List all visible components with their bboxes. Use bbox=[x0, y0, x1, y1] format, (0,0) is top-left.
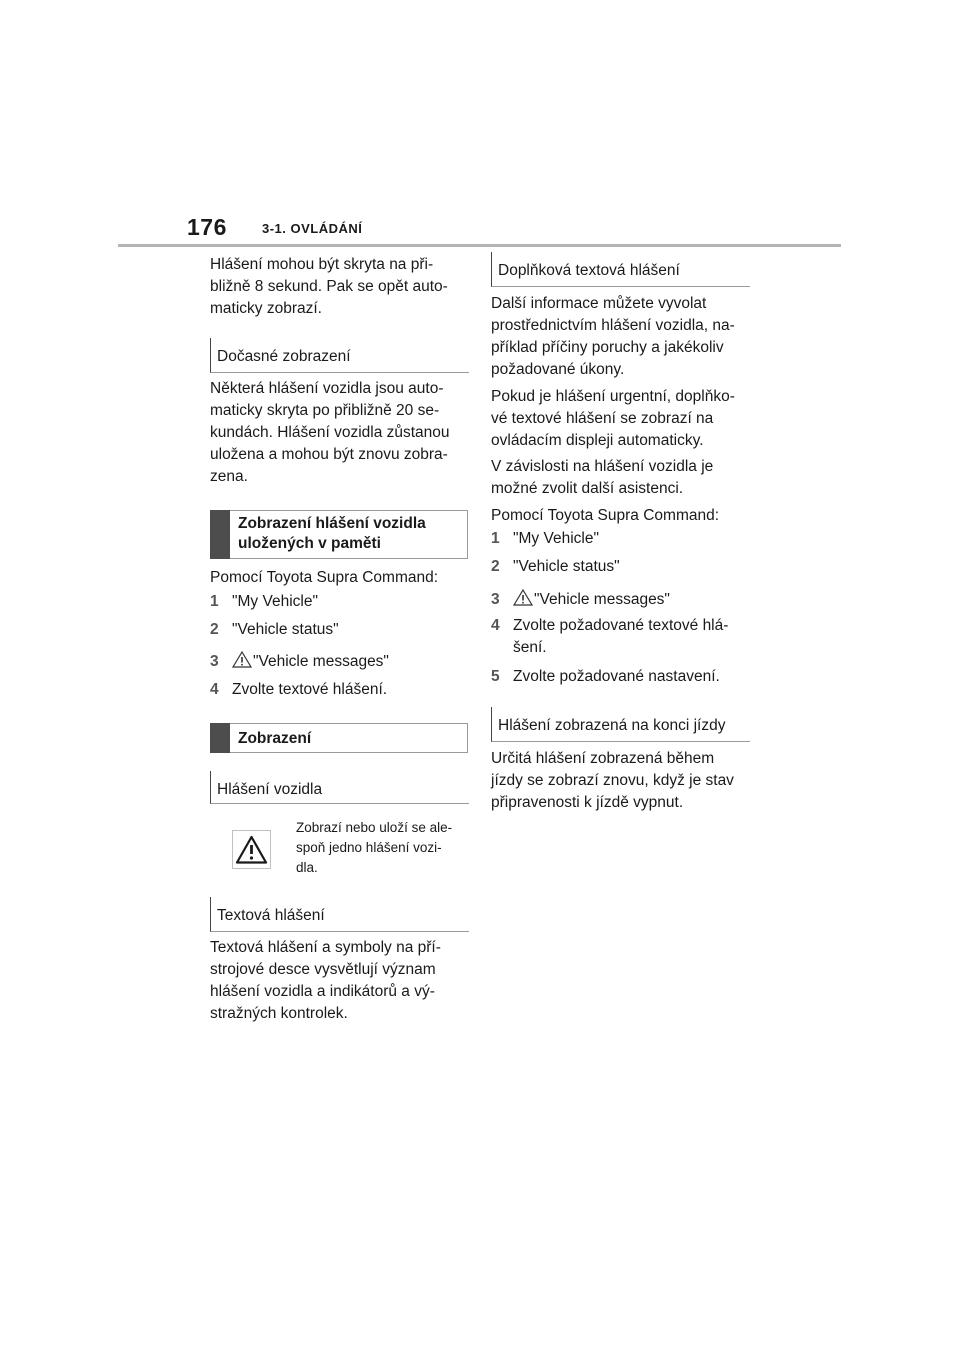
command-intro: Pomocí Toyota Supra Command: bbox=[210, 569, 439, 586]
section-end-of-drive: Hlášení zobrazená na konci jízdy bbox=[491, 707, 750, 742]
page-number: 176 bbox=[187, 214, 227, 240]
additional-paragraph-3: V závislosti na hlášení vozidla je možné zvolit další asistenci. bbox=[491, 458, 714, 497]
right-step-4: 4 Zvolte požadované textové hlá- bbox=[491, 617, 729, 634]
right-step-1: 1 "My Vehicle" bbox=[491, 530, 599, 547]
section-vehicle-messages: Hlášení vozidla bbox=[210, 771, 469, 804]
right-step-4-cont: šení. bbox=[513, 639, 547, 656]
step-2: 2 "Vehicle status" bbox=[210, 621, 339, 638]
warning-triangle-icon bbox=[235, 835, 268, 865]
chapter-title: 3-1. OVLÁDÁNÍ bbox=[262, 221, 363, 236]
text-messages-paragraph: Textová hlášení a symboly na pří- strojové desce vysvětlují význam hlášení vozidla a indikátorů a vý- stražných kontrolek. bbox=[210, 939, 441, 1022]
right-step-5: 5 Zvolte požadované nastavení. bbox=[491, 668, 720, 685]
warning-triangle-icon bbox=[232, 651, 252, 668]
section-additional-messages: Doplňková textová hlášení bbox=[491, 252, 750, 287]
step-3: 3 "Vehicle messages" bbox=[210, 653, 389, 670]
warning-note: Zobrazí nebo uloží se ale- spoň jedno hlášení vozi- dla. bbox=[296, 820, 453, 875]
right-step-2: 2 "Vehicle status" bbox=[491, 558, 620, 575]
step-4: 4 Zvolte textové hlášení. bbox=[210, 681, 388, 698]
additional-paragraph-1: Další informace můžete vyvolat prostřednictvím hlášení vozidla, na- příklad příčiny poruchy a jakékoliv požadované úkony. bbox=[491, 295, 735, 378]
section-display: Zobrazení bbox=[210, 723, 468, 753]
step-1: 1 "My Vehicle" bbox=[210, 593, 318, 610]
right-step-3: 3 "Vehicle messages" bbox=[491, 591, 670, 608]
command-intro-right: Pomocí Toyota Supra Command: bbox=[491, 507, 720, 524]
section-text-messages: Textová hlášení bbox=[210, 897, 469, 932]
header-rule bbox=[118, 244, 841, 247]
end-of-drive-paragraph: Určitá hlášení zobrazená během jízdy se zobrazí znovu, když je stav připravenosti k jízdě vypnut. bbox=[491, 750, 734, 811]
section-stored-messages: Zobrazení hlášení vozidla uložených v paměti bbox=[210, 510, 468, 559]
temporary-display-paragraph: Některá hlášení vozidla jsou auto- maticky skryta po přibližně 20 se- kundách. Hlášení vozidla zůstanou uložena a mohou být znovu zobra- zena. bbox=[210, 380, 450, 485]
intro-paragraph: Hlášení mohou být skryta na při- bližně 8 sekund. Pak se opět auto- maticky zobrazí. bbox=[210, 256, 448, 317]
section-temporary-display: Dočasné zobrazení bbox=[210, 338, 469, 373]
additional-paragraph-2: Pokud je hlášení urgentní, doplňko- vé textové hlášení se zobrazí na ovládacím displeji automaticky. bbox=[491, 388, 735, 449]
warning-triangle-icon bbox=[513, 589, 533, 606]
section-bar bbox=[210, 510, 230, 559]
warning-symbol-box bbox=[232, 830, 271, 869]
section-bar bbox=[210, 723, 230, 753]
